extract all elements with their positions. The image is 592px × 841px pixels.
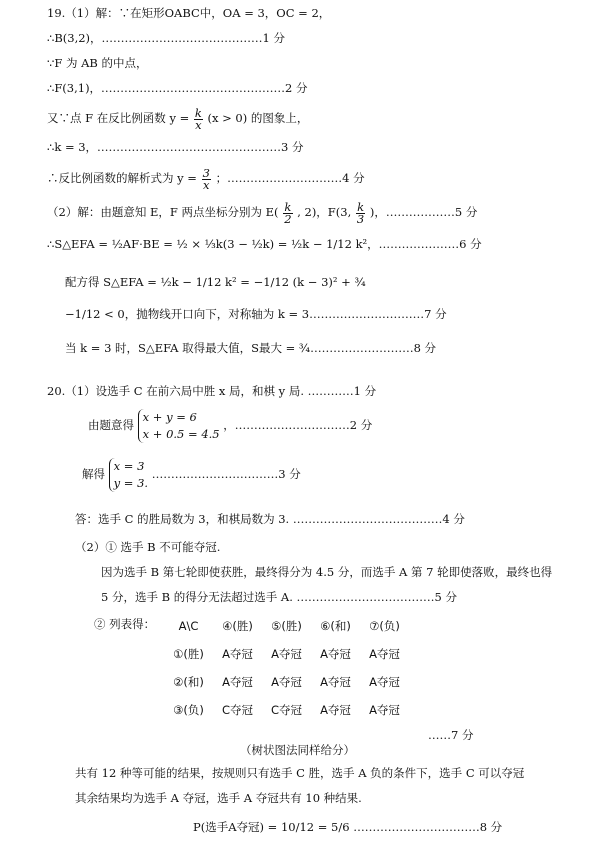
fraction-3-over-x: $\frac{3}{x}$ [202, 165, 210, 192]
table-cell: ⑤(胜) [271, 619, 302, 633]
table-cell: ⑦(负) [369, 619, 400, 633]
table-row [164, 668, 409, 696]
table-row [164, 696, 409, 724]
equation-2: x + 0.5 = 4.5 [142, 427, 220, 441]
q20-reason-line-1: 因为选手 B 第七轮即使获胜，最终得分为 4.5 分，而选手 A 第 7 轮即使落败，最终也得 [101, 565, 553, 579]
table-cell: A夺冠 [320, 703, 351, 717]
q20-conclusion-2: 其余结果均为选手 A 夺冠，选手 A 夺冠共有 10 种结果. [75, 791, 362, 805]
solution-2: y = 3. [113, 476, 149, 490]
solution-1: x = 3 [113, 459, 145, 473]
q19-complete-square-line: 配方得 S△EFA = ½k − 1/12 k² = −1/12 (k − 3)² + ¾ [65, 275, 366, 289]
q20-solution-score: ……………………………3 分 [151, 467, 301, 481]
q19-line-1: 19.（1）解：∵在矩形OABC中，OA = 3，OC = 2， [47, 6, 331, 20]
q20-solution-line [82, 458, 301, 492]
q20-score-7: ……7 分 [428, 728, 474, 742]
fraction-k-over-x: $\frac{k}{x}$ [194, 105, 202, 132]
table-cell: A夺冠 [320, 675, 351, 689]
q20-system-label: 由题意得 [88, 418, 134, 432]
table-cell: ⑥(和) [320, 619, 351, 633]
outcome-table [164, 612, 409, 724]
table-cell: A\C [178, 619, 199, 633]
q20-table-intro: ② 列表得： [94, 617, 156, 631]
q19-line-3: ∵F 为 AB 的中点， [47, 56, 148, 70]
table-row [164, 612, 409, 640]
q19-part2-c: )，………………5 分 [369, 205, 478, 219]
table-cell: A夺冠 [222, 647, 253, 661]
q20-reason-line-2: 5 分，选手 B 的得分无法超过选手 A. ………………………………5 分 [101, 590, 457, 604]
table-cell: A夺冠 [222, 675, 253, 689]
table-cell: A夺冠 [369, 647, 400, 661]
q19-part2-b: , 2)，F(3, [297, 205, 352, 219]
q19-area-line: ∴S△EFA = ½AF·BE = ½ × ⅓k(3 − ½k) = ½k − 1/12 k²，…………………6 分 [47, 237, 482, 251]
table-cell: A夺冠 [271, 675, 302, 689]
q20-part2-line: （2）① 选手 B 不可能夺冠. [75, 540, 221, 554]
q19-line-7-a: ∴反比例函数的解析式为 y = [47, 171, 197, 185]
q19-parabola-line: −1/12 < 0，抛物线开口向下，对称轴为 k = 3…………………………7 分 [65, 307, 447, 321]
solution-system [109, 458, 148, 492]
equation-system [138, 409, 220, 443]
table-cell: ④(胜) [222, 619, 253, 633]
q20-probability: P(选手A夺冠) = 10/12 = 5/6 ……………………………8 分 [193, 820, 503, 834]
q19-line-7-b: ；…………………………4 分 [215, 171, 365, 185]
fraction-k-over-2: $\frac{k}{2}$ [284, 199, 292, 226]
q20-answer-line: 答：选手 C 的胜局数为 3，和棋局数为 3. …………………………………4 分 [75, 512, 465, 526]
table-cell: C夺冠 [221, 703, 254, 717]
q20-conclusion-1: 共有 12 种等可能的结果，按规则只有选手 C 胜，选手 A 负的条件下，选手 C 可以夺冠 [75, 766, 525, 780]
q19-part2-a: （2）解：由题意知 E，F 两点坐标分别为 E( [47, 205, 279, 219]
q19-line-6: ∴k = 3，…………………………………………3 分 [47, 140, 304, 154]
q19-line-5-b: (x > 0) 的图象上， [207, 111, 309, 125]
equation-1: x + y = 6 [142, 410, 197, 424]
table-cell: A夺冠 [369, 703, 400, 717]
table-cell: C夺冠 [270, 703, 303, 717]
table-row [164, 640, 409, 668]
table-cell: ②(和) [173, 675, 204, 689]
table-cell: ①(胜) [173, 647, 204, 661]
q19-line-2: ∴B(3,2)，……………………………………1 分 [47, 31, 286, 45]
fraction-k-over-3: $\frac{k}{3}$ [356, 199, 365, 226]
table-cell: A夺冠 [271, 647, 302, 661]
q19-part2-line [47, 197, 477, 227]
q20-line-1: 20.（1）设选手 C 在前六局中胜 x 局，和棋 y 局. …………1 分 [47, 384, 377, 398]
q20-system-score: ，…………………………2 分 [223, 418, 373, 432]
table-cell: A夺冠 [369, 675, 400, 689]
q20-system-line [88, 409, 372, 443]
q19-line-5-a: 又∵点 F 在反比例函数 y = [47, 111, 190, 125]
q19-line-7 [47, 164, 365, 192]
q20-tree-note: （树状图法同样给分） [240, 743, 355, 757]
q19-line-5 [47, 104, 308, 132]
table-cell: A夺冠 [320, 647, 351, 661]
q19-max-line: 当 k = 3 时，S△EFA 取得最大值，S最大 = ¾………………………8 分 [65, 341, 437, 355]
q19-line-4: ∴F(3,1)，…………………………………………2 分 [47, 81, 308, 95]
q20-solution-label: 解得 [82, 467, 105, 481]
table-cell: ③(负) [173, 703, 204, 717]
